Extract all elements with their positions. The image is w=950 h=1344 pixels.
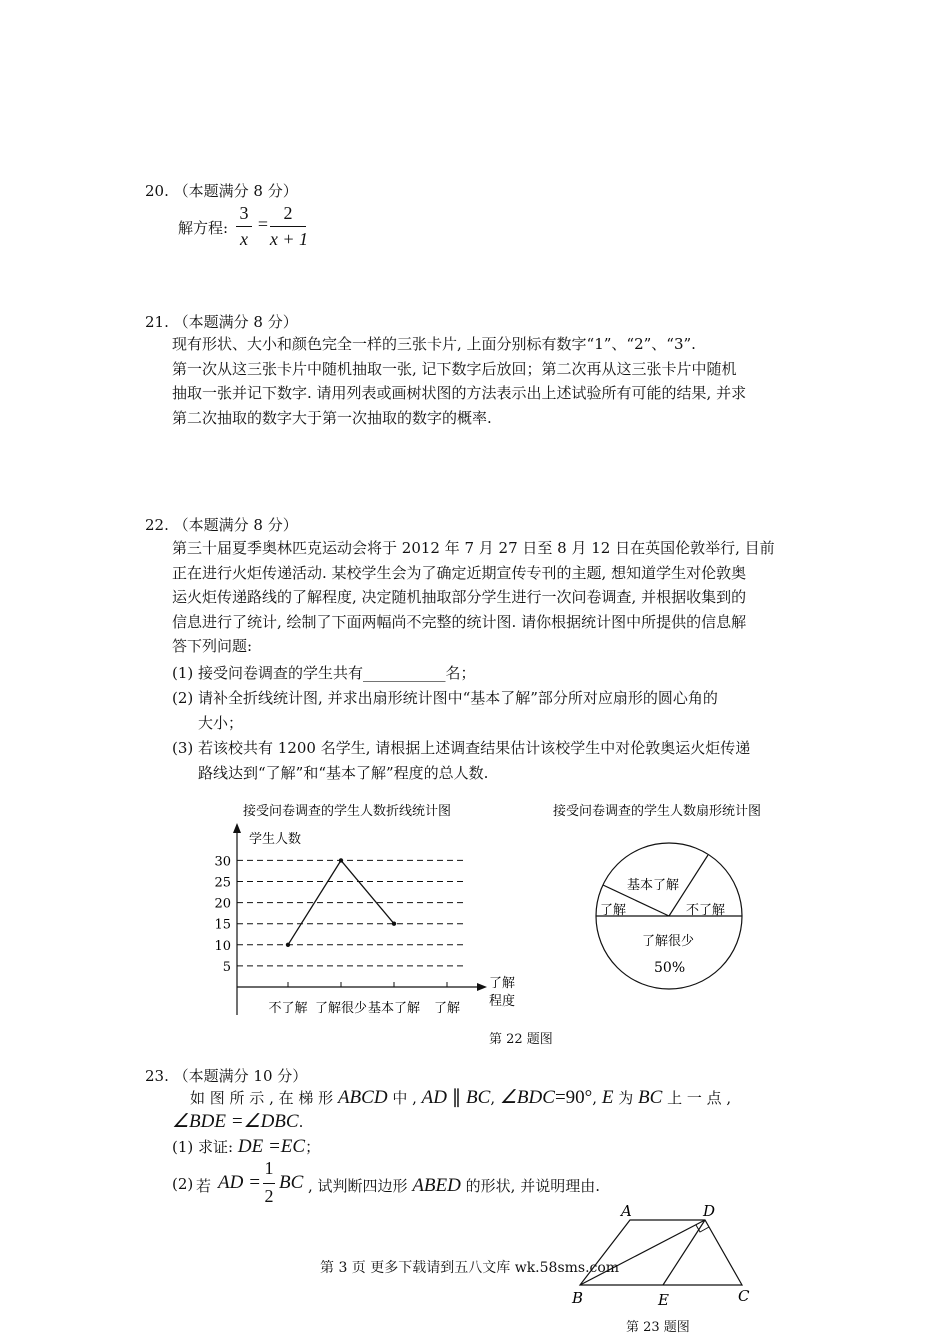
- q23-half-bar: [263, 1183, 275, 1184]
- q23-eq90: =90°: [554, 1087, 593, 1108]
- q23-sub1-label: (1): [172, 1138, 194, 1156]
- q22-sub1-text: 接受问卷调查的学生共有: [198, 664, 364, 682]
- q23-sub2-if: 若: [196, 1177, 212, 1195]
- pie-label-little: 了解很少: [642, 934, 695, 949]
- vertex-b: B: [572, 1289, 584, 1307]
- q23-sub1-text: 求证:: [198, 1138, 234, 1156]
- q22-number: 22.: [145, 516, 169, 534]
- y-tick-label: 20: [214, 896, 231, 912]
- q20-lhs-numerator: 3: [239, 203, 249, 223]
- q22-line: 运火炬传递路线的了解程度, 决定随机抽取部分学生进行一次问卷调查, 并根据收集到的: [172, 588, 747, 606]
- y-axis-label: 学生人数: [249, 832, 302, 847]
- x-axis-label-line2: 程度: [489, 994, 516, 1009]
- q23-half-denominator: 2: [264, 1186, 274, 1206]
- q21-line: 第一次从这三张卡片中随机抽取一张, 记下数字后放回；第二次再从这三张卡片中随机: [172, 359, 737, 378]
- page-footer: 第 3 页 更多下载请到五八文库 wk.58sms.com: [320, 1260, 620, 1276]
- line-chart-title: 接受问卷调查的学生人数折线统计图: [243, 804, 452, 819]
- q20-number: 20.: [145, 182, 169, 200]
- q22-line: 答下列问题:: [172, 637, 253, 655]
- q23-sub2-rest: [308, 1175, 600, 1197]
- q22-caption: 第 22 题图: [489, 1032, 553, 1047]
- q22-heading: [145, 514, 298, 535]
- q23-shang: 上 一 点 ,: [667, 1089, 732, 1107]
- q23-parallel: ∥: [451, 1087, 462, 1108]
- y-tick-label: 5: [222, 959, 231, 975]
- q23-sub2-bc: BC: [279, 1172, 304, 1193]
- q23-sub2-ad: AD =: [218, 1172, 261, 1193]
- vertex-c: C: [738, 1287, 750, 1305]
- vertex-a: A: [621, 1202, 632, 1220]
- pie-label-basic: 基本了解: [627, 878, 680, 893]
- x-axis-arrow-icon: [477, 983, 487, 991]
- x-tick-label: 了解: [433, 1001, 461, 1016]
- q20-rhs-denominator: x + 1: [269, 229, 309, 249]
- y-tick-label: 10: [214, 938, 231, 954]
- q22-sub2-line1: 请补全折线统计图, 并求出扇形统计图中“基本了解”部分所对应扇形的圆心角的: [198, 689, 718, 707]
- q20-equals: =: [257, 214, 269, 234]
- y-axis-arrow-icon: [233, 823, 241, 833]
- q22-sub1: [172, 661, 476, 686]
- q22-score: （本题满分 8 分）: [173, 516, 298, 534]
- q23-intro-text: 如 图 所 示 , 在 梯 形: [190, 1089, 334, 1107]
- q22-sub3-line1: 若该校共有 1200 名学生, 请根据上述调查结果估计该校学生中对伦敦奥运火炬传递: [198, 739, 751, 757]
- data-point: [286, 943, 290, 947]
- q20-rhs-numerator: 2: [283, 203, 293, 223]
- vertex-e: E: [658, 1291, 669, 1309]
- q23-abcd: ABCD: [337, 1087, 388, 1108]
- q23-sub2-label: (2): [172, 1175, 194, 1193]
- q22-sub2-label: (2): [172, 689, 194, 707]
- q23-line2: [172, 1110, 303, 1133]
- q23-bc: BC: [466, 1087, 491, 1108]
- y-tick-label: 15: [214, 917, 231, 933]
- q22-sub1-blank[interactable]: ___________: [363, 664, 446, 682]
- pie-label-not-understand: 不了解: [686, 903, 726, 918]
- y-tick-label: 25: [214, 875, 231, 891]
- q20-heading: [145, 180, 298, 201]
- q23-caption: 第 23 题图: [626, 1320, 690, 1335]
- q23-angle-eq: ∠BDE =∠DBC: [172, 1111, 299, 1132]
- q22-sub1-label: (1): [172, 664, 194, 682]
- q21-body: [172, 332, 808, 430]
- q23-sub1: [172, 1136, 320, 1158]
- q22-sub2: [172, 686, 718, 711]
- q23-sub2-text-b: , 试判断四边形: [308, 1177, 408, 1195]
- q23-comma: ,: [490, 1089, 496, 1107]
- q23-sub1-math: DE =EC: [237, 1136, 306, 1157]
- q23-zhong: 中 ,: [392, 1089, 417, 1107]
- q21-line: 第二次抽取的数字大于第一次抽取的数字的概率.: [172, 408, 492, 427]
- series-line: [341, 860, 394, 923]
- q23-wei: 为: [618, 1089, 634, 1107]
- q20-lhs-bar: [236, 226, 252, 227]
- q21-heading: [145, 311, 298, 332]
- pie-chart: [545, 795, 795, 995]
- line-chart: [195, 795, 535, 1025]
- q23-number: 23.: [145, 1067, 169, 1085]
- q23-line2-end: .: [298, 1113, 304, 1131]
- data-point: [392, 922, 396, 926]
- q20-score: （本题满分 8 分）: [173, 182, 298, 200]
- q22-sub1-unit: 名；: [445, 664, 476, 682]
- q22-sub2-line2: 大小；: [198, 714, 244, 732]
- q23-angle-bdc: ∠BDC: [499, 1087, 555, 1108]
- q23-abed: ABED: [412, 1175, 461, 1196]
- data-point: [339, 858, 343, 862]
- q22-body: [172, 536, 808, 659]
- q23-bc2: BC: [638, 1087, 663, 1108]
- q22-sub3-label: (3): [172, 739, 194, 757]
- x-tick-label: 基本了解: [367, 1001, 421, 1016]
- q22-line: 信息进行了统计, 绘制了下面两幅尚不完整的统计图. 请你根据统计图中所提供的信息解: [172, 612, 747, 631]
- q22-sub3: [172, 736, 750, 761]
- q23-sub1-end: ；: [305, 1138, 321, 1156]
- q23-comma2: ,: [592, 1089, 598, 1107]
- pie-label-understand: 了解: [600, 903, 627, 918]
- q21-score: （本题满分 8 分）: [173, 313, 298, 331]
- q22-line: 第三十届夏季奥林匹克运动会将于 2012 年 7 月 27 日至 8 月 12 日在英国伦敦举行, 目前: [172, 539, 775, 557]
- pie-value-little: 50%: [654, 960, 686, 976]
- q23-heading: [145, 1065, 307, 1086]
- x-tick-label: 不了解: [268, 1001, 308, 1016]
- x-tick-label: 了解很少: [314, 1001, 368, 1016]
- vertex-d: D: [703, 1202, 716, 1220]
- q23-score: （本题满分 10 分）: [173, 1067, 308, 1085]
- q20-prompt: 解方程:: [178, 219, 229, 237]
- series-line: [288, 860, 341, 944]
- q21-number: 21.: [145, 313, 169, 331]
- q20-rhs-bar: [270, 226, 306, 227]
- pie-chart-title: 接受问卷调查的学生人数扇形统计图: [553, 804, 762, 819]
- q23-intro: [190, 1086, 810, 1109]
- y-tick-label: 30: [214, 854, 231, 870]
- q20-lhs-denominator: x: [240, 229, 248, 249]
- q23-half-numerator: 1: [264, 1158, 274, 1178]
- q23-sub2-text-c: 的形状, 并说明理由.: [465, 1177, 600, 1195]
- q21-line: 现有形状、大小和颜色完全一样的三张卡片, 上面分别标有数字“1”、“2”、“3”.: [172, 335, 696, 353]
- q23-e: E: [601, 1087, 614, 1108]
- x-axis-label-line1: 了解: [489, 976, 516, 991]
- q22-line: 正在进行火炬传递活动. 某校学生会为了确定近期宣传专刊的主题, 想知道学生对伦敦奥: [172, 563, 747, 582]
- q21-line: 抽取一张并记下数字. 请用列表或画树状图的方法表示出上述试验所有可能的结果, 并求: [172, 384, 747, 402]
- q23-ad: AD: [421, 1087, 447, 1108]
- q22-sub3-line2: 路线达到“了解”和“基本了解”程度的总人数.: [198, 764, 489, 782]
